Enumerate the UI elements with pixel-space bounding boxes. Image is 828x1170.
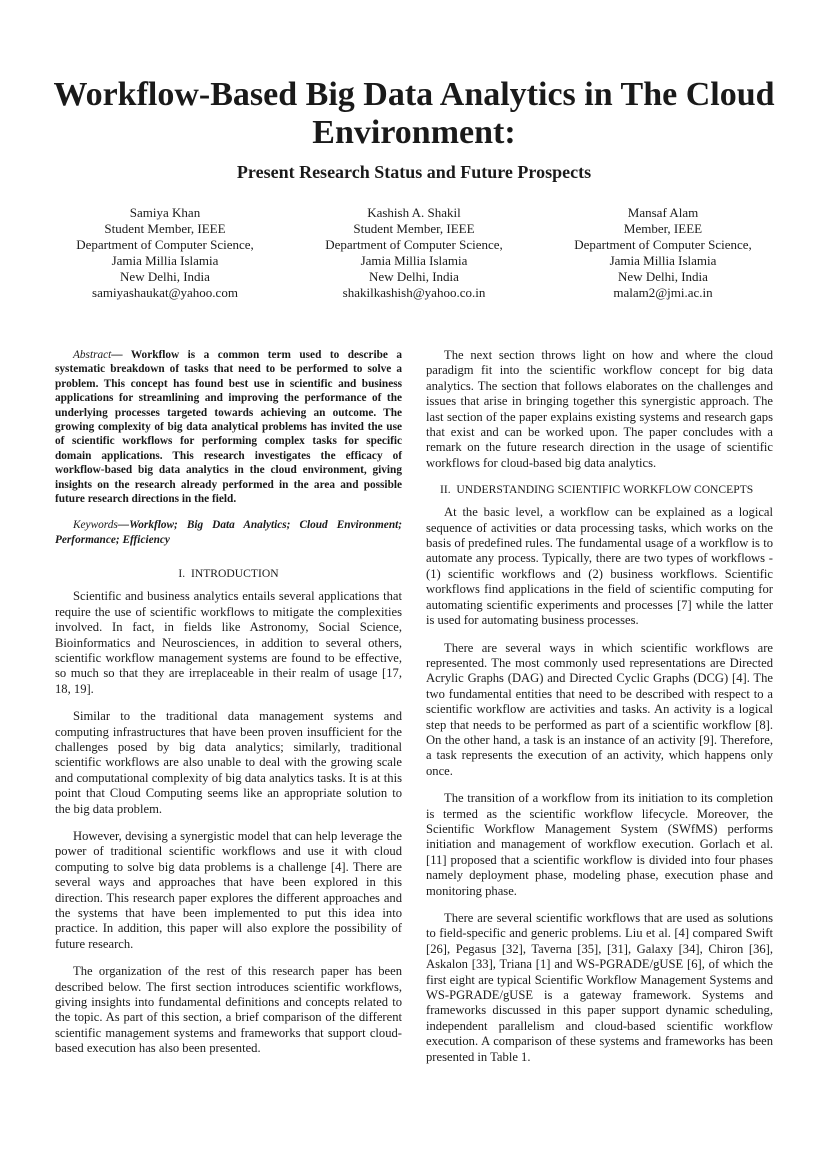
keywords-label: Keywords: [73, 519, 118, 532]
author-institution: Jamia Millia Islamia: [111, 253, 219, 268]
paragraph: However, devising a synergistic model that can help leverage the power of traditional scientific workflows and use it with cloud computing to solve big data problems is a challenge [4]. There are several ways and approaches that have been explored in this direction. This research paper explores the different approaches and the systems that have been implemented to put this idea into practice. In addition, this paper will also explore the possibility of future research.: [55, 828, 402, 951]
abstract: [55, 348, 402, 506]
author-location: New Delhi, India: [120, 269, 210, 284]
right-column: [426, 348, 773, 1077]
paragraph: At the basic level, a workflow can be explained as a logical sequence of activities or data processing tasks, which works on the basis of predefined rules. The fundamental usage of a workflow is to automate any process. Typically, there are two types of workflows - (1) scientific workflows and (2) business workflows. Scientific workflows find applications in the field of scientific computing for automating scientific experiments and processes [7] while the latter is used for automating business processes.: [426, 505, 773, 628]
author-department: Department of Computer Science,: [325, 237, 503, 252]
author-location: New Delhi, India: [369, 269, 459, 284]
author-name: Mansaf Alam: [627, 205, 699, 220]
author-role: Member, IEEE: [623, 221, 703, 236]
section-title-part: ORKFLOW: [633, 483, 694, 497]
section-title-part: S: [557, 483, 565, 497]
section-number: I.: [178, 567, 186, 581]
author-role: Student Member, IEEE: [104, 221, 226, 236]
keywords-text: —Workflow; Big Data Analytics; Cloud Environment; Performance; Efficiency: [55, 519, 402, 546]
paper-subtitle: Present Research Status and Future Prospects: [236, 162, 592, 182]
paper-title: Workflow-Based Big Data Analytics in The Cloud Environment:: [53, 76, 775, 151]
left-column: [55, 348, 402, 1069]
abstract-text: Workflow is a common term used to describe a systematic breakdown of tasks that need to be performed to solve a problem. This concept has found best use in scientific and business applications for streamlining and improving the performance of the underlying processes targeted towards achieving an outcome. The growing complexity of big data analytical problems has invited the use of scientific workflows for performing complex tasks for specific domain applications. This research investigates the efficacy of workflow-based big data analytics in the cloud environment, giving insights on the research already performed in the area and possible future research directions in the field.: [55, 349, 402, 506]
author-email: shakilkashish@yahoo.co.in: [342, 285, 486, 300]
author-1: [40, 205, 290, 301]
section-title-part: C: [693, 483, 702, 497]
author-institution: Jamia Millia Islamia: [609, 253, 717, 268]
author-email: samiyashaukat@yahoo.com: [92, 285, 238, 300]
section-title-initial: I: [190, 567, 195, 581]
abstract-dash: —: [111, 349, 123, 361]
section-number: II.: [440, 483, 451, 497]
abstract-label: Abstract: [73, 349, 112, 361]
author-block: [40, 205, 788, 305]
author-email: malam2@jmi.ac.in: [613, 285, 713, 300]
author-location: New Delhi, India: [618, 269, 708, 284]
section-title-part: CIENTIFIC: [564, 483, 623, 497]
section-heading-concepts: [426, 483, 773, 497]
author-department: Department of Computer Science,: [574, 237, 752, 252]
section-title-part: U: [456, 483, 465, 497]
paragraph: Scientific and business analytics entails several applications that require the use of scientific workflows to mitigate the complexities involved. In fact, in fields like Astronomy, Social Science, Bioinformatics and Neurosciences, in addition to several others, scientific workflow management systems are found to be effective, so much so that they are irreplaceable in their realm of usage [17, 18, 19].: [55, 589, 402, 696]
keywords: [55, 518, 402, 547]
paragraph: The transition of a workflow from its initiation to its completion is termed as the scientific workflow lifecycle. Moreover, the Scientific Workflow Management System (SWfMS) performs initiation and management of workflow execution. Gorlach et al. [11] proposed that a scientific workflow is divided into four phases namely deployment phase, modeling phase, execution phase and monitoring phase.: [426, 791, 773, 898]
paragraph: There are several scientific workflows that are used as solutions to field-specific and generic problems. Liu et al. [4] compared Swift [26], Pegasus [32], Taverna [35], [31], Galaxy [34], Chiron [36], Askalon [33], Triana [1] and WS-PGRADE/gUSE [6], of which the first eight are typical Scientific Workflow Management Systems and WS-PGRADE/gUSE is a gateway framework. Systems and frameworks discussed in this paper support dynamic scheduling, independent parallelism and cloud-based scientific workflow execution. A comparison of these systems and frameworks has been presented in Table 1.: [426, 911, 773, 1064]
author-institution: Jamia Millia Islamia: [360, 253, 468, 268]
section-title-part: ONCEPTS: [701, 483, 754, 497]
section-heading-introduction: [55, 567, 402, 581]
author-department: Department of Computer Science,: [76, 237, 254, 252]
author-role: Student Member, IEEE: [353, 221, 475, 236]
paragraph: The next section throws light on how and where the cloud paradigm fit into the scientific workflow concept for big data analytics. The section that follows elaborates on the challenges and issues that arise in bringing together this synergistic approach. The last section of the paper explains existing systems and research gaps that exist and can be worked upon. The paper concludes with a remark on the future research direction in the usage of scientific workflows for cloud-based big data analytics.: [426, 348, 773, 470]
author-name: Kashish A. Shakil: [367, 205, 461, 220]
paragraph: The organization of the rest of this research paper has been described below. The first section introduces scientific workflows, giving insights into fundamental definitions and concepts related to the topic. As part of this section, a brief comparison of the different scientific management systems and frameworks that support cloud-based execution has also been presented.: [55, 964, 402, 1056]
author-3: [538, 205, 788, 301]
author-name: Samiya Khan: [129, 205, 201, 220]
paragraph: Similar to the traditional data management systems and computing infrastructures that have been proven insufficient for the challenges posed by big data analytics; similarly, traditional scientific workflows are also unable to deal with the growing scale and computational complexity of big data analytics tasks. It is at this point that Cloud Computing seems like an appropriate solution to the big data problem.: [55, 709, 402, 816]
section-title-part: NDERSTANDING: [464, 483, 558, 497]
paragraph: There are several ways in which scientific workflows are represented. The most commonly used representations are Directed Acrylic Graphs (DAG) and Directed Cyclic Graphs (DCG) [4]. The two fundamental entities that need to be described with respect to a scientific workflow are activities and tasks. An activity is a logical step that needs to be performed as part of a scientific workflow [8]. On the other hand, a task is an instance of an activity [9]. Therefore, a task represents the execution of an activity, which happens only once.: [426, 640, 773, 778]
author-2: [289, 205, 539, 301]
section-title-part: W: [622, 483, 634, 497]
section-title-rest: NTRODUCTION: [194, 567, 279, 581]
